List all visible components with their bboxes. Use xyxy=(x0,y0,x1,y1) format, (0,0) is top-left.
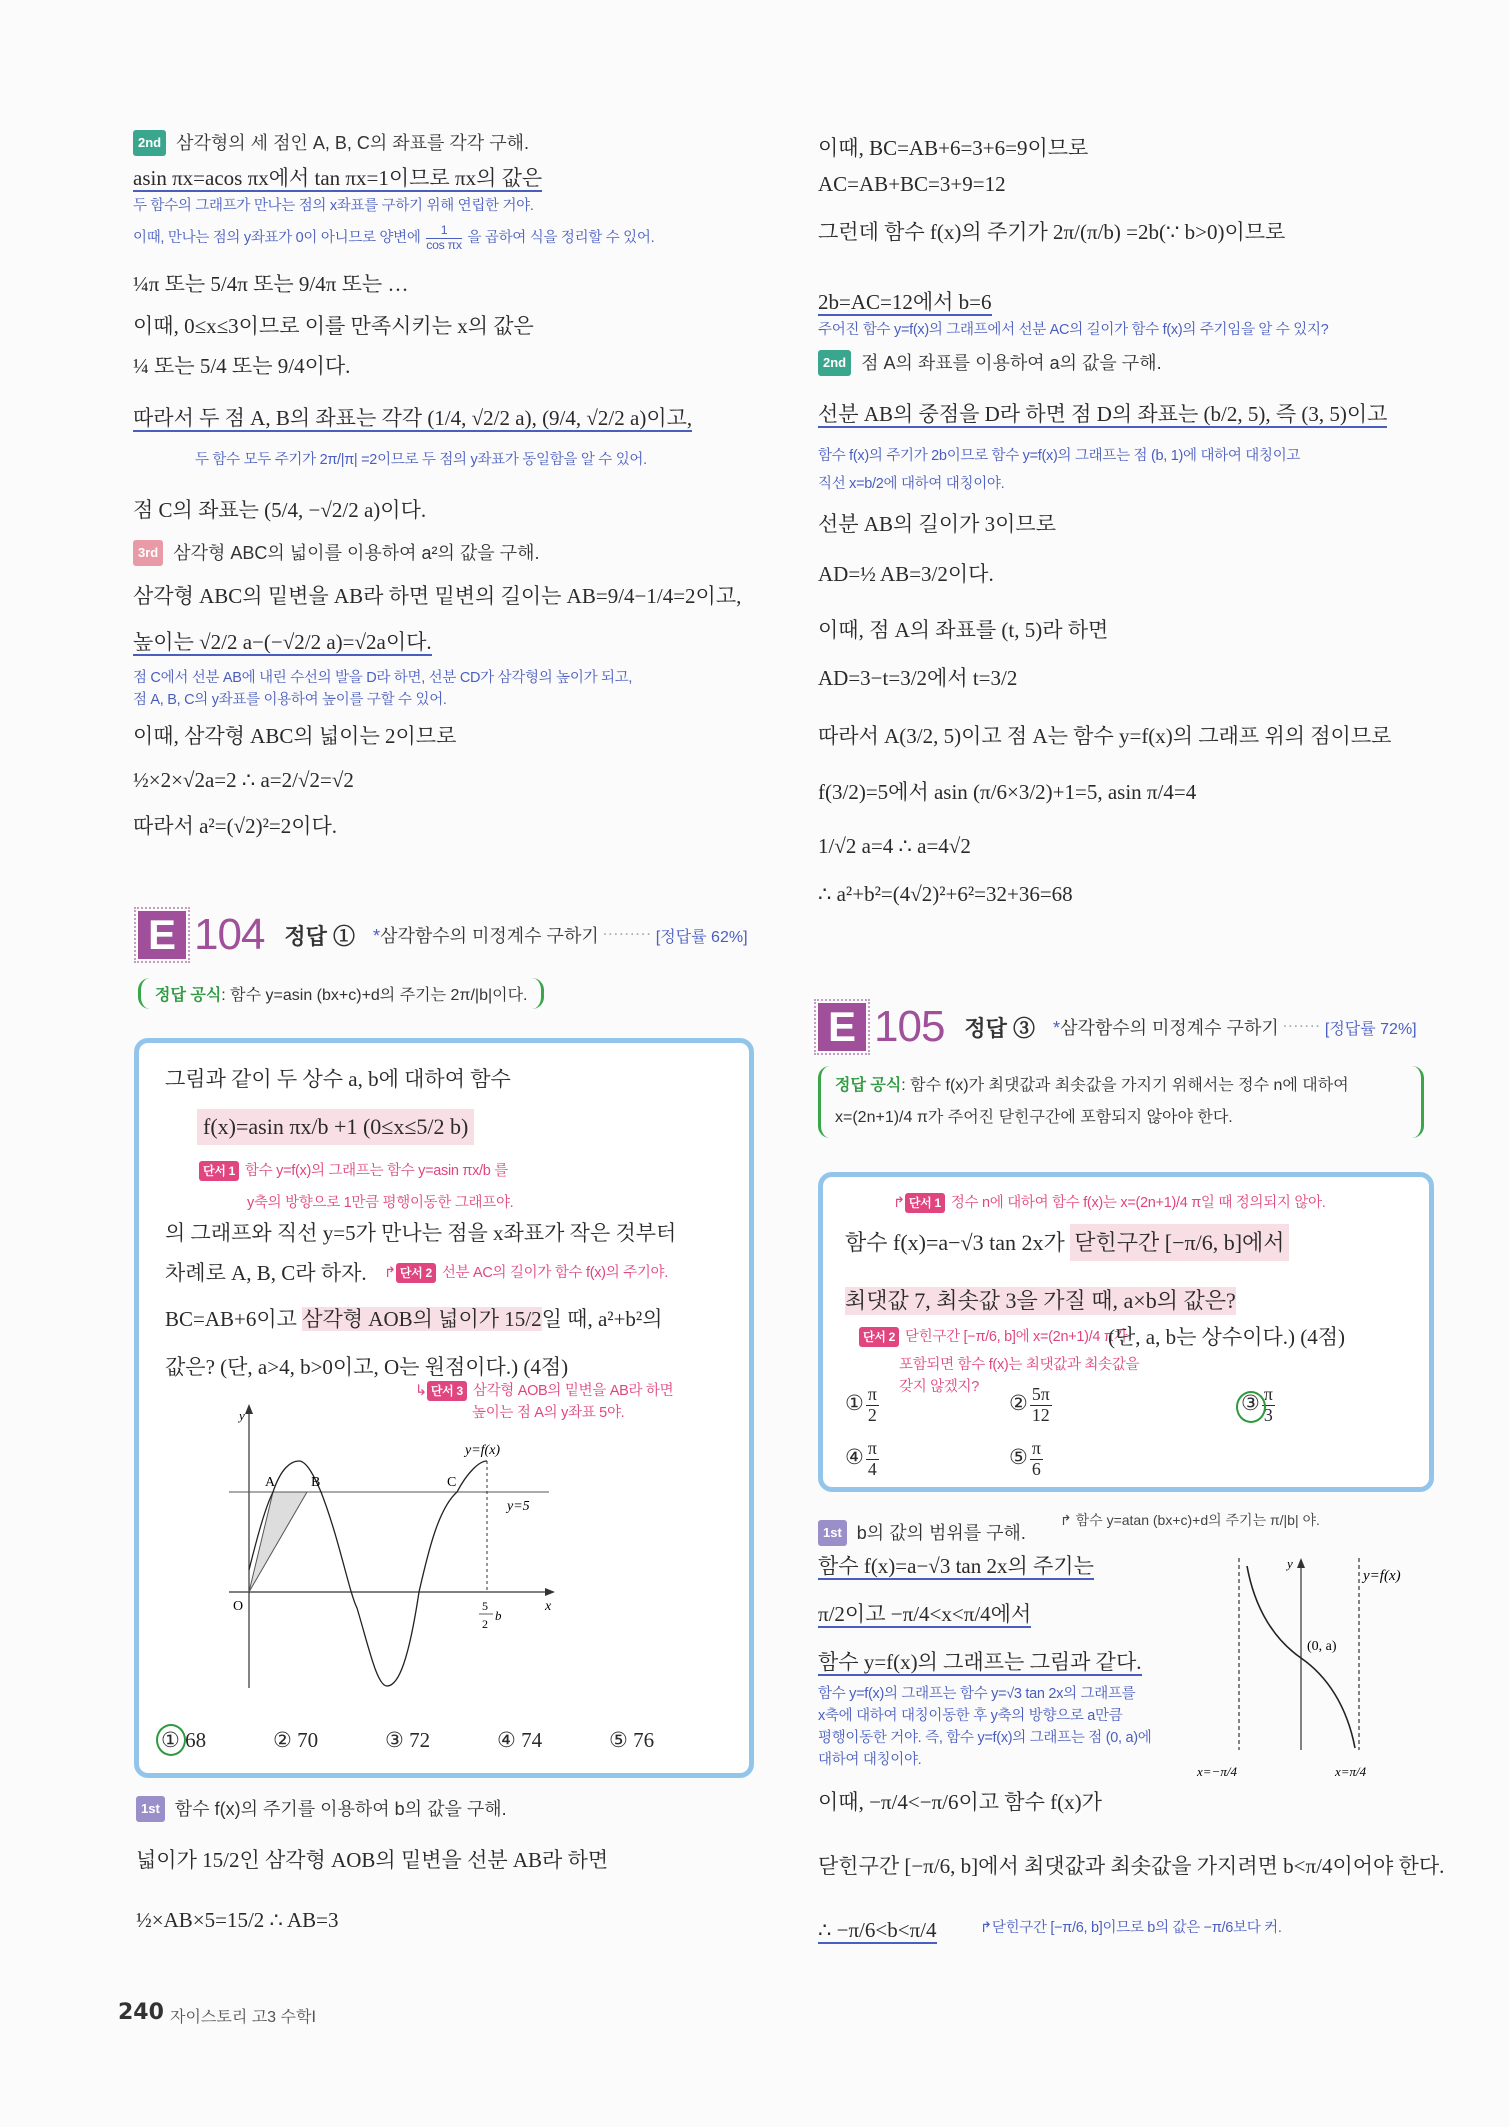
fraction: $\frac{1}{\text{cos πx}}$ xyxy=(426,223,462,252)
question-text: BC=AB+6이고 삼각형 AOB의 넓이가 15/2일 때, a²+b²의 xyxy=(165,1307,663,1331)
hint-1: 단서 1 함수 y=f(x)의 그래프는 함수 y=asin πx/b 를 xyxy=(199,1161,508,1181)
svg-text:O: O xyxy=(233,1599,244,1614)
choice-3[interactable]: ③ $\frac{\pi}{3}$ xyxy=(1241,1385,1277,1425)
step-2nd-heading: 2nd 삼각형의 세 점인 A, B, C의 좌표를 각각 구해. xyxy=(133,130,529,156)
annotation-note: x축에 대하여 대칭이동한 후 y축의 방향으로 a만큼 xyxy=(818,1708,1123,1724)
choice-3[interactable]: ③ 72 xyxy=(385,1728,431,1752)
function-definition: f(x)=asin πx/b +1 (0≤x≤5/2 b) xyxy=(197,1109,474,1145)
solution-line: 2b=AC=12에서 b=6 xyxy=(818,290,992,314)
step-1st-heading: 1st 함수 f(x)의 주기를 이용하여 b의 값을 구해. xyxy=(136,1796,507,1822)
choice-4[interactable]: ④ $\frac{\pi}{4}$ xyxy=(845,1438,877,1479)
choice-4[interactable]: ④ 74 xyxy=(497,1728,543,1752)
annotation-note: 이때, 만나는 점의 y좌표가 0이 아니므로 양변에 $\frac{1}{\text{cos πx}}$ 을 곱하여 식을 정리할 수 있어. xyxy=(133,223,655,252)
annotation-note: 함수 y=f(x)의 그래프는 함수 y=√3 tan 2x의 그래프를 xyxy=(818,1686,1136,1702)
svg-text:2: 2 xyxy=(482,1617,488,1631)
correct-rate: [정답률 72%] xyxy=(1324,1020,1417,1038)
annotation-note: 두 함수 모두 주기가 2π/|π| =2이므로 두 점의 y좌표가 동일함을 알 수 있어. xyxy=(195,452,647,468)
selected-answer-mark xyxy=(1236,1391,1266,1423)
solution-line: 1/√2 a=4 ∴ a=4√2 xyxy=(818,834,971,858)
question-text: 의 그래프와 직선 y=5가 만나는 점을 x좌표가 작은 것부터 xyxy=(165,1221,677,1245)
solution-line: 이때, BC=AB+6=3+6=9이므로 xyxy=(818,136,1089,160)
choice-2[interactable]: ② 70 xyxy=(273,1728,319,1752)
answer-formula-box: 정답 공식: 함수 f(x)가 최댓값과 최솟값을 가지기 위해서는 정수 n에 대하여 x=(2n+1)/4 π가 주어진 닫힌구간에 포함되지 않아야 한다. xyxy=(818,1066,1424,1138)
leader-dots: ······· xyxy=(1282,1019,1321,1035)
annotation-note: 직선 x=b/2에 대하여 대칭이야. xyxy=(818,476,1005,492)
step-3rd-heading: 3rd 삼각형 ABC의 넓이를 이용하여 a²의 값을 구해. xyxy=(133,540,539,566)
problem-104-header xyxy=(138,910,748,960)
svg-text:5: 5 xyxy=(482,1599,488,1613)
solution-line: 삼각형 ABC의 밑변을 AB라 하면 밑변의 길이는 AB=9/4−1/4=2이고, xyxy=(133,584,742,608)
svg-text:y: y xyxy=(239,1408,245,1423)
hint-2: ↱ 단서 2 선분 AC의 길이가 함수 f(x)의 주기야. xyxy=(384,1265,668,1281)
solution-line: AD=3−t=3/2에서 t=3/2 xyxy=(818,666,1018,690)
solution-line: 따라서 a²=(√2)²=2이다. xyxy=(133,814,338,838)
svg-text:A: A xyxy=(265,1475,276,1490)
solution-line: asin πx=acos πx에서 tan πx=1이므로 πx의 값은 xyxy=(133,166,543,190)
choice-5[interactable]: ⑤ $\frac{\pi}{6}$ xyxy=(1009,1438,1041,1479)
sine-graph xyxy=(229,1398,569,1698)
annotation-note: 평행이동한 거야. 즉, 함수 y=f(x)의 그래프는 점 (0, a)에 xyxy=(818,1730,1152,1746)
solution-line: π/2이고 −π/4<x<π/4에서 xyxy=(818,1602,1032,1626)
solution-line: AC=AB+BC=3+9=12 xyxy=(818,172,1006,196)
hint-3: ↳ 단서 3 삼각형 AOB의 밑변을 AB라 하면 xyxy=(415,1383,674,1399)
question-condition: (단, a, b는 상수이다.) (4점) xyxy=(1108,1325,1346,1349)
question-text: 값은? (단, a>4, b>0이고, O는 원점이다.) (4점) xyxy=(165,1355,569,1379)
step-2nd-heading: 2nd 점 A의 좌표를 이용하여 a의 값을 구해. xyxy=(818,350,1162,376)
problem-104-box xyxy=(134,1038,754,1778)
svg-text:y=f(x): y=f(x) xyxy=(465,1443,501,1458)
svg-text:x=−π/4: x=−π/4 xyxy=(1197,1764,1237,1779)
selected-answer-mark xyxy=(156,1724,186,1756)
solution-line: 넓이가 15/2인 삼각형 AOB의 밑변을 선분 AB라 하면 xyxy=(136,1848,609,1872)
choice-2[interactable]: ② $\frac{5\pi}{12}$ xyxy=(1009,1384,1050,1425)
leader-dots: ········· xyxy=(602,927,652,943)
solution-line: 함수 y=f(x)의 그래프는 그림과 같다. xyxy=(818,1650,1142,1674)
hint-2-cont: 포함되면 함수 f(x)는 최댓값과 최솟값을 xyxy=(899,1357,1140,1373)
answer-label: 정답 ③ xyxy=(964,1015,1036,1041)
problem-number: 105 xyxy=(874,1002,945,1051)
solution-line: 함수 f(x)=a−√3 tan 2x의 주기는 xyxy=(818,1554,1094,1578)
svg-text:C: C xyxy=(447,1475,457,1490)
annotation-note: 점 C에서 선분 AB에 내린 수선의 발을 D라 하면, 선분 CD가 삼각형의 높이가 되고, xyxy=(133,670,633,686)
annotation-note: 주어진 함수 y=f(x)의 그래프에서 선분 AC의 길이가 함수 f(x)의 주기임을 알 수 있지? xyxy=(818,322,1329,338)
solution-line: ½×2×√2a=2 ∴ a=2/√2=√2 xyxy=(133,768,354,792)
hint-3-cont: 높이는 점 A의 y좌표 5야. xyxy=(472,1405,625,1421)
book-title: 자이스토리 고3 수학Ⅰ xyxy=(170,2009,317,2026)
choice-1[interactable]: ① 68 xyxy=(161,1728,273,1753)
svg-text:x: x xyxy=(545,1599,552,1614)
svg-text:B: B xyxy=(311,1475,321,1490)
topic-label: *삼각함수의 미정계수 구하기 xyxy=(1053,1018,1279,1038)
solution-line: 선분 AB의 길이가 3이므로 xyxy=(818,512,1056,536)
solution-line: ½×AB×5=15/2 ∴ AB=3 xyxy=(136,1908,339,1932)
solution-line: 따라서 두 점 A, B의 좌표는 각각 (1/4, √2/2 a), (9/4, √2/2 a)이고, xyxy=(133,406,693,430)
solution-line: 닫힌구간 [−π/6, b]에서 최댓값과 최솟값을 가지려면 b<π/4이어야 한다. xyxy=(818,1854,1445,1878)
problem-105-header xyxy=(818,1002,1417,1052)
topic-label: *삼각함수의 미정계수 구하기 xyxy=(373,926,599,946)
svg-text:(0, a): (0, a) xyxy=(1307,1639,1337,1654)
svg-text:y: y xyxy=(1287,1556,1293,1571)
solution-line: 선분 AB의 중점을 D라 하면 점 D의 좌표는 (b/2, 5), 즉 (3, 5)이고 xyxy=(818,402,1388,426)
solution-line: 높이는 √2/2 a−(−√2/2 a)=√2a이다. xyxy=(133,630,432,654)
correct-rate: [정답률 62%] xyxy=(655,928,748,946)
annotation-note: 대하여 대칭이야. xyxy=(818,1752,922,1768)
svg-text:b: b xyxy=(495,1608,502,1623)
annotation-note: 점 A, B, C의 y좌표를 이용하여 높이를 구할 수 있어. xyxy=(133,692,447,708)
choice-5[interactable]: ⑤ 76 xyxy=(609,1728,655,1752)
problem-letter-badge: E xyxy=(138,911,186,959)
solution-line: 이때, −π/4<−π/6이고 함수 f(x)가 xyxy=(818,1790,1102,1814)
solution-line: 이때, 삼각형 ABC의 넓이는 2이므로 xyxy=(133,724,457,748)
question-text: 함수 f(x)=a−√3 tan 2x가 닫힌구간 [−π/6, b]에서 xyxy=(845,1229,1289,1257)
hint-1: ↱ 단서 1 정수 n에 대하여 함수 f(x)는 x=(2n+1)/4 π일 때 정의되지 않아. xyxy=(893,1195,1326,1211)
solution-line: ¼π 또는 5/4π 또는 9/4π 또는 … xyxy=(133,272,409,296)
solution-line: ∴ a²+b²=(4√2)²+6²=32+36=68 xyxy=(818,882,1073,906)
answer-choices xyxy=(161,1728,721,1753)
hint-1-cont: y축의 방향으로 1만큼 평행이동한 그래프야. xyxy=(247,1195,514,1211)
step-badge: 3rd xyxy=(133,540,163,566)
step-badge: 2nd xyxy=(133,130,166,156)
pointer-note: ↱ 함수 y=atan (bx+c)+d의 주기는 π/|b| 야. xyxy=(1060,1512,1320,1528)
svg-text:y=5: y=5 xyxy=(507,1499,530,1514)
question-text: 차례로 A, B, C라 하자. xyxy=(165,1261,367,1285)
svg-text:x=π/4: x=π/4 xyxy=(1335,1764,1367,1779)
solution-line: 그런데 함수 f(x)의 주기가 2π/(π/b) =2b(∵ b>0)이므로 xyxy=(818,220,1286,244)
hint-2-cont: 갖지 않겠지? xyxy=(899,1379,980,1395)
solution-line: 점 C의 좌표는 (5/4, −√2/2 a)이다. xyxy=(133,498,427,522)
svg-text:y=f(x): y=f(x) xyxy=(1363,1568,1401,1584)
annotation-note: ↱닫힌구간 [−π/6, b]이므로 b의 값은 −π/6보다 커. xyxy=(980,1920,1282,1936)
annotation-note: 두 함수의 그래프가 만나는 점의 x좌표를 구하기 위해 연립한 거야. xyxy=(133,198,534,214)
question-text: 그림과 같이 두 상수 a, b에 대하여 함수 xyxy=(165,1067,511,1091)
tan-graph xyxy=(1195,1550,1435,1790)
page-number: 240 xyxy=(118,2000,164,2025)
choice-1[interactable]: ① $\frac{\pi}{2}$ xyxy=(845,1384,877,1425)
problem-number: 104 xyxy=(194,910,265,959)
solution-line: AD=½ AB=3/2이다. xyxy=(818,562,994,586)
solution-line: 이때, 0≤x≤3이므로 이를 만족시키는 x의 값은 xyxy=(133,314,534,338)
answer-label: 정답 ① xyxy=(284,923,356,949)
problem-105-box xyxy=(818,1172,1434,1492)
solution-line: ∴ −π/6<b<π/4 xyxy=(818,1918,937,1942)
solution-line: 이때, 점 A의 좌표를 (t, 5)라 하면 xyxy=(818,618,1109,642)
solution-line: ¼ 또는 5/4 또는 9/4이다. xyxy=(133,354,351,378)
step-1st-heading: 1st b의 값의 범위를 구해. xyxy=(818,1520,1026,1546)
problem-letter-badge: E xyxy=(818,1003,866,1051)
solution-line: f(3/2)=5에서 asin (π/6×3/2)+1=5, asin π/4=4 xyxy=(818,780,1197,804)
solution-line: 따라서 A(3/2, 5)이고 점 A는 함수 y=f(x)의 그래프 위의 점이므로 xyxy=(818,724,1392,748)
question-text: 최댓값 7, 최솟값 3을 가질 때, a×b의 값은? xyxy=(845,1288,1236,1313)
annotation-note: 함수 f(x)의 주기가 2b이므로 함수 y=f(x)의 그래프는 점 (b, 1)에 대하여 대칭이고 xyxy=(818,448,1301,464)
answer-formula-box: 정답 공식: 함수 y=asin (bx+c)+d의 주기는 2π/|b|이다. xyxy=(138,978,544,1009)
hint-2: 단서 2 닫힌구간 [−π/6, b]에 x=(2n+1)/4 π가 xyxy=(859,1327,1127,1347)
